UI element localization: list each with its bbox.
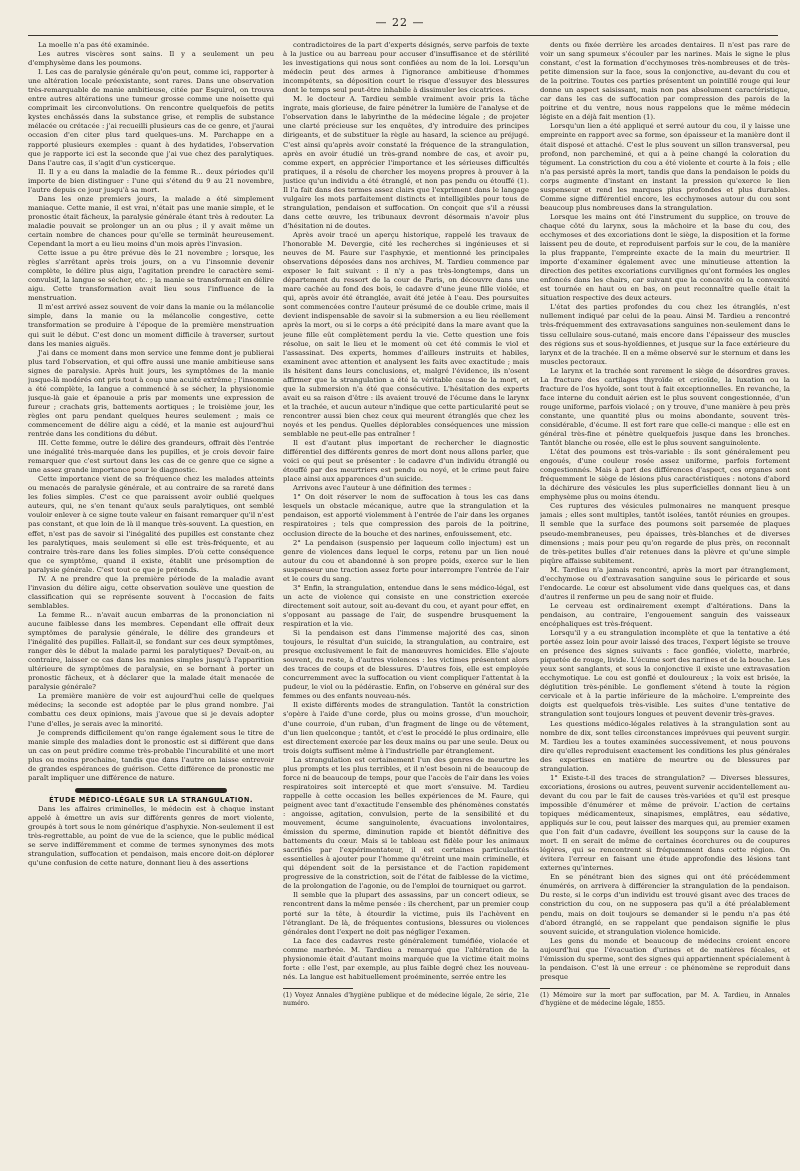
paragraph: M. le docteur A. Tardieu semble vraiment avoir pris la tâche ingrate, mais glorieuse, de faire pénétrer la lumière de l'analyse et de l'observation dans le labyrinthe de la médecine légale ; de projeter une clarté précieuse sur les enquêtes, d'y introduire des principes dirigeants, et de substituer la règle au hasard, la science au préjugé. C'est ainsi qu'après avoir constaté la fréquence de la strangulation, après en avoir étudié un très-grand nombre de cas, et avoir pu, comme expert, en apprécier l'importance et les sérieuses difficultés pratiques, il a résolu de chercher les moyens propres à prouver à la justice qu'un individu a été étranglé, et non pas pendu ou étouffé (1). Il l'a fait dans des termes assez clairs que l'expriment dans le langage vulgaire les mots parfaitement distincts et intelligibles pour tous de strangulation, pendaison et suffocation. On conçoit que s'il a réussi dans cette œuvre, les tribunaux devront désormais n'avoir plus d'hésitation ni de doutes. [283, 95, 529, 230]
paragraph: En se pénétrant bien des signes qui ont été précédemment énumérés, on arrivera à différencier la strangulation de la pendaison. Du reste, si le corps d'un individu est trouvé gisant avec des traces de constriction du cou, on ne supposera pas qu'il a été préalablement pendu, mais on doit toujours se demander si le pendu n'a pas été d'abord étranglé, en se rappelant que pendaison signifie le plus souvent suicide, et strangulation violence homicide. [540, 873, 790, 936]
footnote-rule [283, 988, 353, 989]
paragraph: Je comprends difficilement qu'on range également sous le titre de manie simple des maladies dont le pronostic est si différent que dans un cas on peut prédire comme très-probable l'incurabilité et une mort plus ou moins prochaine, tandis que dans l'autre on laisse entrevoir de grandes espérances de guérison. Cette différence de pronostic me paraît impliquer une différence de nature. [28, 728, 274, 782]
paragraph: Si la pendaison est dans l'immense majorité des cas, sinon toujours, le résultat d'un suicide, la strangulation, au contraire, est presque exclusivement le fait de manœuvres homicides. Elle s'ajoute souvent, du reste, à d'autres violences : les victimes présentent alors des traces de coups et de blessures. D'autres fois, elle est employée concurremment avec la suffocation ou vient compliquer l'attentat à la pudeur, le viol ou la pédérastie. Enfin, on l'observe en général sur des femmes ou des enfants nouveau-nés. [283, 629, 529, 701]
column-left-section-text [28, 805, 274, 868]
column-right [540, 41, 790, 1161]
paragraph: Cette importance vient de sa fréquence chez les malades atteints ou menacés de paralysie générale, et au contraire de sa rareté dans les folies simples. C'est ce que paraissent avoir oublié quelques auteurs, qui, ne s'en tenant qu'aux seuls paralytiques, ont semblé vouloir enlever à ce signe toute valeur en faisant remarquer qu'il n'est pas constant, et que loin de là il manque très-souvent. La question, en effet, n'est pas de savoir si l'inégalité des pupilles est constante chez les paralytiques, mais seulement si elle est très-fréquente, et au contraire très-rare dans les folies simples. D'où cette conséquence que ce symptôme, quand il existe, établit une présomption de paralysie générale. C'est tout ce que je prétends. [28, 475, 274, 574]
paragraph: 1° On doit réserver le nom de suffocation à tous les cas dans lesquels un obstacle mécanique, autre que la strangulation et la pendaison, est apporté violemment à l'entrée de l'air dans les organes respiratoires ; tels que compression des parois de la poitrine, occlusion directe de la bouche et des narines, enfouissement, etc. [283, 493, 529, 538]
paragraph: Cette issue a pu être prévue dès le 21 novembre ; lorsque, les règles s'arrêtant après trois jours, on a vu l'insomnie devenir complète, le délire plus aigu, l'agitation prendre le caractère semi-convulsif, la langue se sécher, etc. ; la manie se transformait en délire aigu. Cette transformation avait lieu sous l'influence de la menstruation. [28, 249, 274, 303]
paragraph: Ces ruptures des vésicules pulmonaires ne manquent presque jamais ; elles sont multiples, tantôt isolées, tantôt réunies en groupes. Il semble que la surface des poumons soit parsemée de plaques pseudo-membraneuses, peu épaisses, très-blanches et de diverses dimensions ; mais pour peu qu'on regarde de plus près, on reconnaît de très-petites bulles d'air retenues dans la plèvre et qu'une simple piqûre affaisse subitement. [540, 502, 790, 565]
paragraph: Il est d'autant plus important de rechercher le diagnostic différentiel des différents genres de mort dont nous allons parler, que voici ce qui peut se présenter : le cadavre d'un individu étranglé ou étouffé par des meurtriers est pendu ou noyé, et le crime peut faire place ainsi aux apparences d'un suicide. [283, 439, 529, 484]
paragraph: La première manière de voir est aujourd'hui celle de quelques médecins; la seconde est adoptée par le plus grand nombre. J'ai combattu ces deux opinions, mais j'avoue que si je devais adopter l'une d'elles, je serais avec la minorité. [28, 692, 274, 728]
paragraph: L'état des poumons est très-variable : ils sont généralement peu engoués, d'une couleur rosée assez uniforme, parfois fortement congestionnés. Mais à part des différences d'aspect, ces organes sont fréquemment le siège de lésions plus caractéristiques : notons d'abord la déchirure des vésicules les plus superficielles donnant lieu à un emphysème plus ou moins étendu. [540, 448, 790, 502]
paragraph: Lorsque les mains ont été l'instrument du supplice, on trouve de chaque côté du larynx, sous la mâchoire et la base du cou, des ecchymoses et des excoriations dont le siège, la disposition et la forme laissent peu de doute, et reproduisent parfois sur le cou, de la manière la plus frappante, l'empreinte exacte de la main du meurtrier. Il importe d'examiner également avec une minutieuse attention la direction des petites excoriations curvilignes qu'ont formées les ongles enfoncés dans les chairs, car suivant que la concavité ou la convexité est tournée en haut ou en bas, on peut reconnaître quelle était la situation respective des deux acteurs. [540, 212, 790, 303]
paragraph: Lorsqu'un lien a été appliqué et serré autour du cou, il y laisse une empreinte en rapport avec sa forme, son épaisseur et la manière dont il était disposé et attaché. C'est le plus souvent un sillon transversal, peu profond, non parcheminé, et qui a à peine changé la coloration du tégument. La constriction du cou a été violente et courte à la fois ; elle n'a pas persisté après la mort, tandis que dans la pendaison le poids du corps augmente d'instant en instant la pression qu'exerce le lien suspenseur et rend les marques plus profondes et plus durables. Comme signe différentiel encore, les ecchymoses autour du cou sont beaucoup plus nombreuses dans la strangulation. [540, 122, 790, 212]
column-left [28, 41, 274, 1161]
paragraph: dents ou fixée derrière les arcades dentaires. Il n'est pas rare de voir un sang spumeux s'écouler par les narines. Mais le signe le plus constant, c'est la formation d'ecchymoses très-nombreuses et de très-petite dimension sur la face, sous la conjonctive, au-devant du cou et de la poitrine. Toutes ces parties présentent un pointillé rouge qui leur donne un aspect saisissant, mais non pas absolument caractéristique, car dans les cas de suffocation par compression des parois de la poitrine et du ventre, nous nous rappelons que le même médecin légiste en a déjà fait mention (1). [540, 41, 790, 122]
paragraph: IV. A ne prendre que la première période de la maladie avant l'invasion du délire aigu, cette observation soulève une question de classification qui se représente souvent à l'occasion de faits semblables. [28, 574, 274, 610]
paragraph: III. Cette femme, outre le délire des grandeurs, offrait dès l'entrée une inégalité très-marquée dans les pupilles, et je crois devoir faire remarquer que c'est surtout dans les cas de ce genre que ce signe a une assez grande importance pour le diagnostic. [28, 439, 274, 475]
header-rule [28, 35, 778, 36]
paragraph: Le cerveau est ordinairement exempt d'altérations. Dans la pendaison, au contraire, l'engouement sanguin des vaisseaux encéphaliques est très-fréquent. [540, 601, 790, 628]
section-title: ÉTUDE MÉDICO-LÉGALE SUR LA STRANGULATION. [49, 795, 253, 804]
paragraph: Arrivons avec l'auteur à une définition des termes : [293, 484, 472, 493]
paragraph: 1° Existe-t-il des traces de strangulation? — Diverses blessures, excoriations, érosions ou autres, peuvent survenir accidentellement au-devant du cou par le fait de causes très-variées et qu'il est presque impossible d'énumérer et même de prévoir. L'action de certains topiques médicamenteux, sinapismes, emplâtres, eau sédative, appliqués sur le cou, peut laisser des marques qui, au premier examen que l'on fait d'un cadavre, éveillent les soupçons sur la cause de la mort. Il en serait de même de certaines écorchures ou de coupures légères, qui se rencontrent si fréquemment dans cette région. On évitera l'erreur en faisant une étude approfondie des lésions tant externes qu'internes. [540, 773, 790, 873]
paragraph: M. Tardieu n'a jamais rencontré, après la mort par étranglement, d'ecchymose ou d'extravasation sanguine sous le péricarde et sous l'endocarde. Le cœur est absolument vide dans quelques cas, et dans d'autres il renferme un peu de sang noir et fluide. [540, 565, 790, 601]
paragraph: Après avoir tracé un aperçu historique, rappelé les travaux de l'honorable M. Devergie, cité les recherches si ingénieuses et si neuves de M. Faure sur l'asphyxie, et mentionné les principales observations déposées dans nos archives, M. Tardieu commence par exposer le fait suivant : il n'y a pas très-longtemps, dans un département du ressort de la cour de Paris, on découvre dans une mare cachée au fond des bois, le cadavre d'une jeune fille violée, et qui, après avoir été étranglée, avait été jetée à l'eau. Des poursuites sont commencées contre l'auteur présumé de ce double crime, mais il devient indispensable de savoir si la submersion a eu lieu réellement après la mort, ou si le corps a été précipité dans la mare avant que la jeune fille eût complètement perdu la vie. Cette question une fois résolue, on sait le lieu et le moment où cet été commis le viol et l'assassinat. Des experts, hommes d'ailleurs instruits et habiles, examinent avec attention et analysent les faits avec exactitude ; mais ils hésitent dans leurs conclusions, et, malgré l'évidence, ils n'osent affirmer que la strangulation a été la véritable cause de la mort, et que la submersion n'a été que consécutive. L'hésitation des experts avait eu sa raison d'être : ils avaient trouvé de l'écume dans le larynx et la trachée, et aucun auteur n'indique que cette particularité peut se rencontrer aussi bien chez ceux qui meurent étranglés que chez les noyés et les pendus. Quelles déplorables conséquences une mission semblable ne peut-elle pas entraîner ! [283, 230, 529, 439]
paragraph: J'ai dans ce moment dans mon service une femme dont je publierai plus tard l'observation, et qui offre aussi une manie ambitieuse sans signes de paralysie. Après huit jours, les symptômes de la manie jusque-là modérés ont pris tout à coup une acuité extrême ; l'insomnie a été complète, la langue a commencé à se sécher, la physionomie jusque-là gaie et épanouie a pris par moments une expression de fureur ; crachats gris, battements aortiques ; le troisième jour, les règles ont paru pendant quelques heures seulement ; mais ce commencement de délire aigu a cédé, et la manie est aujourd'hui rentrée dans les conditions du début. [28, 348, 274, 439]
paragraph: contradictoires de la part d'experts désignés, serve parfois de texte à la justice ou au barreau pour accuser d'insuffisance et de stérilité les investigations qui nous sont confiées au nom de la loi. Lorsqu'un médecin peut des armes à l'ignorance ambitieuse d'hommes incompétents, sa déposition court le risque d'essuyer des blessures dont le temps seul peut-être inhabile à dissimuler les cicatrices. [283, 41, 529, 95]
paragraph: I. Les cas de paralysie générale qu'on peut, comme ici, rapporter à une altération locale préexistante, sont rares. Dans une observation très-remarquable de manie ambitieuse, citée par Esquirol, on trouva entre autres altérations une tumeur grosse comme une noisette qui comprimait les circonvolutions. On rencontre quelquefois de petits kystes enchâssés dans la substance grise, et remplis de substance mélacée ou crétacée : j'ai recueilli plusieurs cas de ce genre, et j'aurai occasion d'en citer plus tard quelques-uns. M. Parchappe en a rapporté plusieurs exemples : quant à des hydatides, l'observation que je rapporte ici est la seconde que j'ai vue chez des paralytiques. Dans l'autre cas, il s'agit d'un cysticerque. [28, 68, 274, 167]
paragraph: La moelle n'a pas été examinée. [38, 41, 150, 49]
paragraph: Dans les affaires criminelles, le médecin est à chaque instant appelé à émettre un avis sur différents genres de mort violente, groupés à tort sous le nom générique d'asphyxie. Non-seulement il est très-regrettable, au point de vue de la science, que le public médical se serve indifféremment et comme de termes synonymes des mots strangulation, suffocation et pendaison, mais encore doit-on déplorer qu'une confusion de cette nature, donnant lieu à des assertions [28, 804, 274, 868]
paragraph: Dans les onze premiers jours, la malade a été simplement maniaque. Cette manie, il est vrai, n'était pas une manie simple, et le pronostic était fâcheux, la paralysie générale étant très à redouter. La maladie pouvait se prolonger un an ou plus ; il y avait même un certain nombre de chances pour qu'elle se terminât heureusement. Cependant la mort a eu lieu moins d'un mois après l'invasion. [28, 194, 274, 249]
section-divider [76, 789, 226, 792]
paragraph: Le larynx et la trachée sont rarement le siège de désordres graves. La fracture des cartilages thyroïde et cricoïde, la luxation ou la fracture de l'os hyoïde, sont tout à fait exceptionnelles. En revanche, la face interne du conduit aérien est le plus souvent congestionnée, d'un rouge uniforme, parfois violacé ; on y trouve, d'une manière à peu près constante, une quantité plus ou moins abondante, souvent très-considérable, d'écume. Il est fort rare que celle-ci manque : elle est en général très-fine et pénètre quelquefois jusque dans les bronches. Tantôt blanche ou rosée, elle est le plus souvent sanguinolente. [540, 366, 790, 448]
footnote: (1) Voyez Annales d'hygiène publique et de médecine légale, 2e série, 21e numéro. [283, 991, 529, 1008]
paragraph: Les gens du monde et beaucoup de médecins croient encore aujourd'hui que l'évacuation d'urines et de matières fécales, et l'émission du sperme, sont des signes qui appartiennent spécialement à la pendaison. C'est là une erreur : ce phénomène se reproduit dans presque [540, 936, 790, 981]
paragraph: Les autres viscères sont sains. Il y a seulement un peu d'emphysème dans les poumons. [28, 50, 274, 68]
paragraph: Les questions médico-légales relatives à la strangulation sont au nombre de dix, sont telles circonstances imprévues qui peuvent surgir. M. Tardieu les a toutes examinées successivement, et nous pouvons dire qu'elles reproduisent exactement les conditions les plus générales des expertises en matière de meurtre ou de blessures par strangulation. [540, 719, 790, 773]
paragraph: La strangulation est certainement l'un des genres de meurtre les plus prompts et les plus terribles, et il n'est besoin ni de beaucoup de force ni de beaucoup de temps, pour que l'accès de l'air dans les voies respiratoires soit intercepté et que mort s'ensuive. M. Tardieu rappelle à cette occasion les belles expériences de M. Faure, qui peignent avec tant d'exactitude l'ensemble des phénomènes constatés : angoisse, agitation, convulsion, perte de la sensibilité et du mouvement, écume sanguinolente, évacuations involontaires, émission du sperme, diminution rapide et bientôt définitive des battements du cœur. Mais si le tableau est fidèle pour les animaux sacrifiés par l'expérimentateur, il est certaines particularités essentielles à ajouter pour l'homme qu'étreint une main criminelle, et qui dépendent soit de la persistance et de l'action rapidement progressive de la constriction, soit de l'état de faiblesse de la victime, de la prolongation de l'agonie, ou de l'emploi de tourniquet ou garrot. [283, 755, 529, 891]
page-number: — 22 — [375, 16, 425, 29]
paragraph: Il existe différents modes de strangulation. Tantôt la constriction s'opère à l'aide d'une corde, plus ou moins grosse, d'un mouchoir, d'une courroie, d'un ruban, d'un fragment de linge ou de vêtement, d'un lien quelconque ; tantôt, et c'est le procédé le plus ordinaire, elle est directement exercée par les deux mains ou par une seule. Deux ou trois doigts suffisent même à l'industrielle par étranglement. [283, 701, 529, 755]
paragraph: Il m'est arrivé assez souvent de voir dans la manie ou la mélancolie simple, dans la manie ou la mélancolie congestive, cette transformation se produire à l'époque de la première menstruation qui suit le début. C'est donc un moment difficile à traverser, surtout dans les manies aiguës. [28, 303, 274, 348]
paragraph: 2° La pendaison (suspensio per laqueum collo injectum) est un genre de violences dans lequel le corps, retenu par un lien noué autour du cou et abandonné à son propre poids, exerce sur le lien suspenseur une traction assez forte pour interrompre l'entrée de l'air et le cours du sang. [283, 538, 529, 583]
footnote: (1) Mémoire sur la mort par suffocation, par M. A. Tardieu, in Annales d'hygiène et de médecine légale, 1855. [540, 991, 790, 1008]
column-left-text [28, 41, 274, 783]
paragraph: L'état des parties profondes du cou chez les étranglés, n'est nullement indiqué par celui de la peau. Ainsi M. Tardieu a rencontré très-fréquemment des extravasations sanguines non-seulement dans le tissu cellulaire sous-cutané, mais encore dans l'épaisseur des muscles des régions sus et sous-hyoïdiennes, et jusque sur la face extérieure du larynx et de la trachée. Il en a même observé sur le sternum et dans les muscles pectoraux. [540, 303, 790, 366]
footnote-rule [540, 988, 610, 989]
paragraph: 3° Enfin, la strangulation, entendue dans le sens médico-légal, est un acte de violence qui consiste en une constriction exercée directement soit autour, soit au-devant du cou, et ayant pour effet, en s'opposant au passage de l'air, de suspendre brusquement la respiration et la vie. [283, 583, 529, 628]
paragraph: La femme R... n'avait aucun embarras de la prononciation ni aucune faiblesse dans les membres. Cependant elle offrait deux symptômes de paralysie générale, le délire des grandeurs et l'inégalité des pupilles. Fallait-il, se fondant sur ces deux symptômes, ranger dès le début la malade parmi les paralytiques? Devait-on, au contraire, laisser ce cas dans les manies simples jusqu'à l'apparition ultérieure de symptômes de paralysie, en se bornant à porter un pronostic fâcheux, et à déclarer que la malade était menacée de paralysie générale? [28, 610, 274, 692]
column-right-text [540, 41, 790, 982]
paragraph: II. Il y a eu dans la maladie de la femme R... deux périodes qu'il importe de bien distinguer : l'une qui s'étend du 9 au 21 novembre, l'autre depuis ce jour jusqu'à sa mort. [28, 167, 274, 194]
paragraph: Lorsqu'il y a eu strangulation incomplète et que la tentative a été portée assez loin pour avoir laissé des traces, l'expert légiste se trouve en présence des signes suivants : face gonflée, violette, marbrée, piquetée de rouge, livide. L'écume sort des narines et de la bouche. Les yeux sont sanglants, et sous la conjonctive il existe une extravasation ecchymotique. Le cou est gonflé et douloureux ; la voix est brisée, la déglutition très-pénible. Le gonflement s'étend à toute la région cervicale et à la partie inférieure de la mâchoire. L'empreinte des doigts est quelquefois très-visible. Les suites d'une tentative de strangulation sont toujours longues et peuvent devenir très-graves. [540, 629, 790, 719]
column-middle [283, 41, 529, 1161]
paragraph: Il semble que la plupart des assassins, par un concert odieux, se rencontrent dans la même pensée : ils cherchent, par un premier coup porté sur la tête, à étourdir la victime, puis ils l'achèvent en l'étranglant. De là, de fréquentes contusions, blessures ou violences générales dont l'expert ne doit pas négliger l'examen. [283, 891, 529, 936]
column-middle-text [283, 41, 529, 982]
paragraph: La face des cadavres reste généralement tuméfiée, violacée et comme marbrée. M. Tardieu a remarqué que l'altération de la physionomie était d'autant moins marquée que la victime était moins forte : elle l'est, par exemple, au plus faible degré chez les nouveau-nés. La langue est habituellement proéminente, serrée entre les [283, 936, 529, 981]
